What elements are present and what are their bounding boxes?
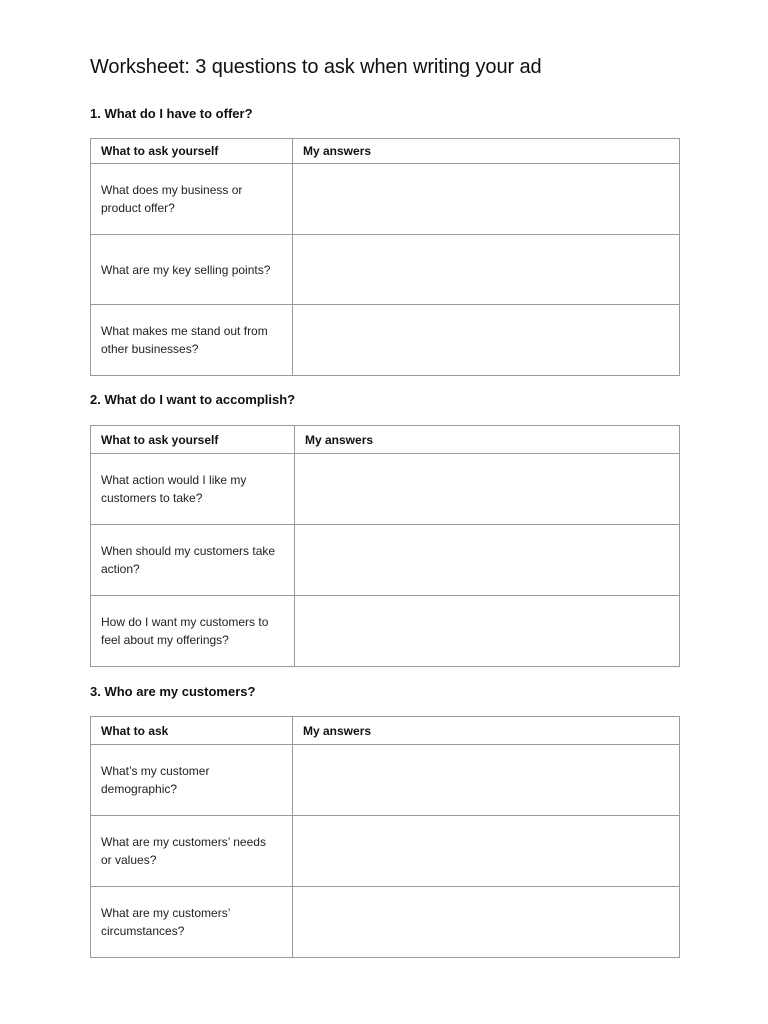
- table-row: [91, 887, 680, 958]
- question-cell: What are my key selling points?: [91, 235, 293, 305]
- answer-cell[interactable]: [295, 525, 680, 596]
- answer-cell[interactable]: [295, 596, 680, 667]
- section-1-table: [90, 138, 680, 376]
- table-row: [91, 235, 680, 305]
- table-row: [91, 745, 680, 816]
- answer-cell[interactable]: [293, 816, 680, 887]
- section-1-heading: 1. What do I have to offer?: [90, 106, 253, 121]
- worksheet-title: Worksheet: 3 questions to ask when writing your ad: [90, 56, 542, 78]
- section-2-table: [90, 425, 680, 667]
- table-row: [91, 596, 680, 667]
- column-header-answers: My answers: [295, 426, 680, 454]
- question-cell: How do I want my customers to feel about my offerings?: [91, 596, 295, 667]
- table-header-row: [91, 426, 680, 454]
- question-cell: What action would I like my customers to take?: [91, 454, 295, 525]
- table-header-row: [91, 717, 680, 745]
- question-cell: What are my customers’ needs or values?: [91, 816, 293, 887]
- answer-cell[interactable]: [293, 745, 680, 816]
- question-cell: What are my customers’ circumstances?: [91, 887, 293, 958]
- column-header-question: What to ask yourself: [91, 139, 293, 164]
- answer-cell[interactable]: [293, 305, 680, 376]
- section-3-table: [90, 716, 680, 958]
- table-row: [91, 305, 680, 376]
- answer-cell[interactable]: [293, 235, 680, 305]
- column-header-answers: My answers: [293, 717, 680, 745]
- question-cell: What’s my customer demographic?: [91, 745, 293, 816]
- column-header-question: What to ask: [91, 717, 293, 745]
- answer-cell[interactable]: [293, 164, 680, 235]
- column-header-answers: My answers: [293, 139, 680, 164]
- answer-cell[interactable]: [293, 887, 680, 958]
- section-2-heading: 2. What do I want to accomplish?: [90, 392, 296, 407]
- table-row: [91, 454, 680, 525]
- section-3-heading: 3. Who are my customers?: [90, 684, 256, 699]
- table-row: [91, 816, 680, 887]
- answer-cell[interactable]: [295, 454, 680, 525]
- question-cell: What makes me stand out from other businesses?: [91, 305, 293, 376]
- column-header-question: What to ask yourself: [91, 426, 295, 454]
- table-header-row: [91, 139, 680, 164]
- question-cell: When should my customers take action?: [91, 525, 295, 596]
- question-cell: What does my business or product offer?: [91, 164, 293, 235]
- table-row: [91, 525, 680, 596]
- table-row: [91, 164, 680, 235]
